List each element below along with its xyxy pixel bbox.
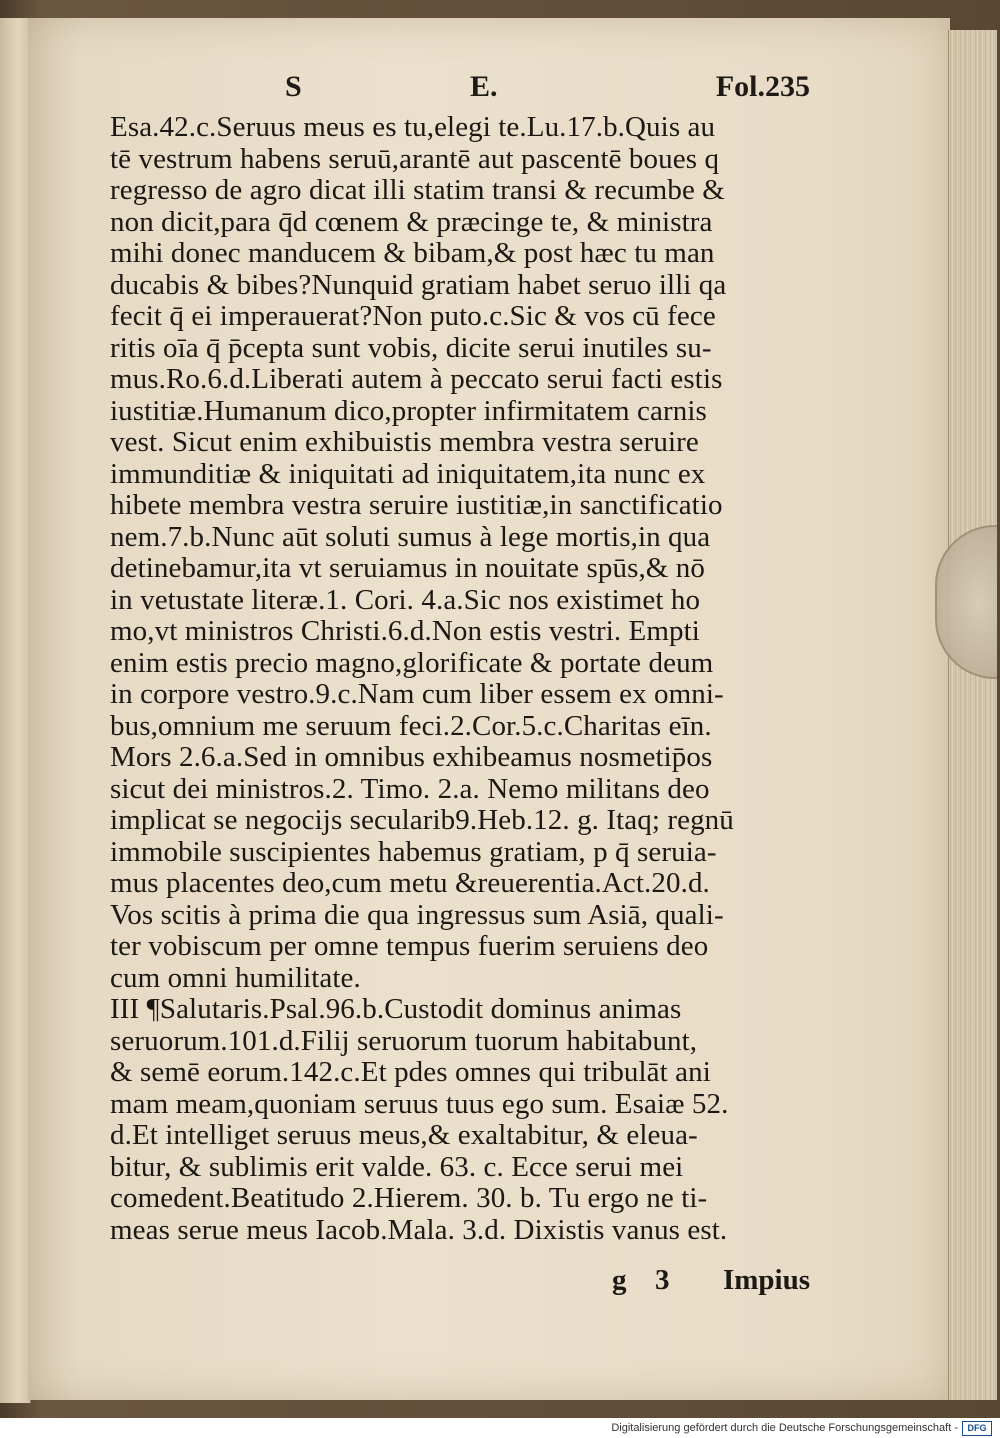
text-line: III ¶Salutaris.Psal.96.b.Custodit dominus animas bbox=[110, 993, 682, 1025]
text-line: implicat se negocijs secularib9.Heb.12. g. Itaq; regnū bbox=[110, 804, 734, 836]
text-line: sicut dei ministros.2. Timo. 2.a. Nemo militans deo bbox=[110, 772, 710, 805]
text-line: bitur, & sublimis erit valde. 63. c. Ecce serui mei bbox=[110, 1150, 684, 1183]
text-line: ter vobiscum per omne tempus fuerim seruiens deo bbox=[110, 930, 709, 962]
text-line: enim estis precio magno,glorificate & portate deum bbox=[110, 646, 714, 679]
text-line: Vos scitis à prima die qua ingressus sum Asiā, quali- bbox=[110, 898, 724, 931]
text-line: immunditiæ & iniquitati ad iniquitatem,ita nunc ex bbox=[110, 457, 706, 490]
header-signature-left: S bbox=[285, 70, 302, 103]
text-line: iustitiæ.Humanum dico,propter infirmitatem carnis bbox=[110, 394, 707, 427]
text-line: non dicit,para q̄d cœnem & præcinge te, & ministra bbox=[110, 205, 713, 238]
running-header bbox=[285, 70, 810, 110]
page-footer bbox=[600, 1264, 810, 1300]
text-line: hibete membra vestra seruire iustitiæ,in sanctificatio bbox=[110, 489, 723, 521]
text-line: Mors 2.6.a.Sed in omnibus exhibeamus nosmetip̄os bbox=[110, 741, 713, 773]
page-stack-edge bbox=[948, 30, 997, 1400]
text-line: ritis oīa q̄ p̄cepta sunt vobis, dicite serui inutiles su- bbox=[110, 331, 712, 364]
header-signature-mid: E. bbox=[470, 70, 498, 103]
facing-page-edge bbox=[0, 18, 31, 1403]
text-line: meas serue meus Iacob.Mala. 3.d. Dixistis vanus est. bbox=[110, 1213, 728, 1246]
text-line: mo,vt ministros Christi.6.d.Non estis vestri. Empti bbox=[110, 615, 700, 647]
text-line: Esa.42.c.Seruus meus es tu,elegi te.Lu.17.b.Quis au bbox=[110, 111, 716, 143]
text-line: in vetustate literæ.1. Cori. 4.a.Sic nos existimet ho bbox=[110, 583, 701, 616]
catchword: Impius bbox=[722, 1264, 810, 1296]
credit-bar bbox=[0, 1418, 1000, 1438]
text-line: tē vestrum habens seruū,arantē aut pascentē boues q bbox=[110, 142, 720, 175]
text-line: mus placentes deo,cum metu &reuerentia.Act.20.d. bbox=[110, 867, 710, 899]
text-line: detinebamur,ita vt seruiamus in nouitate spūs,& nō bbox=[110, 552, 706, 584]
text-line: cum omni humilitate. bbox=[110, 961, 361, 994]
dfg-logo: DFG bbox=[962, 1421, 992, 1436]
signature-mark: g bbox=[612, 1264, 627, 1296]
credit-text: Digitalisierung gefördert durch die Deutsche Forschungsgemeinschaft - bbox=[611, 1422, 958, 1434]
text-line: in corpore vestro.9.c.Nam cum liber essem ex omni- bbox=[110, 678, 724, 710]
text-line: fecit q̄ ei imperauerat?Non puto.c.Sic & vos cū fece bbox=[110, 300, 716, 332]
text-line: d.Et intelliget seruus meus,& exaltabitur, & eleua- bbox=[110, 1119, 698, 1151]
text-line: bus,omnium me seruum feci.2.Cor.5.c.Charitas eīn. bbox=[110, 709, 712, 742]
folio-number: Fol.235 bbox=[715, 70, 810, 103]
text-line: vest. Sicut enim exhibuistis membra vestra seruire bbox=[110, 426, 699, 458]
text-line: mus.Ro.6.d.Liberati autem à peccato serui facti estis bbox=[110, 363, 723, 395]
text-line: comedent.Beatitudo 2.Hierem. 30. b. Tu ergo ne ti- bbox=[110, 1182, 708, 1214]
text-line: regresso de agro dicat illi statim transi & recumbe & bbox=[110, 174, 725, 206]
text-line: nem.7.b.Nunc aūt soluti sumus à lege mortis,in qua bbox=[110, 520, 711, 553]
text-line: ducabis & bibes?Nunquid gratiam habet seruo illi qa bbox=[110, 268, 727, 301]
text-line: immobile suscipientes habemus gratiam, p q̄ seruia- bbox=[110, 835, 717, 868]
body-text bbox=[110, 112, 810, 1246]
text-line: mam meam,quoniam seruus tuus ego sum. Esaiæ 52. bbox=[110, 1087, 729, 1120]
signature-number: 3 bbox=[655, 1264, 670, 1296]
text-line: seruorum.101.d.Filij seruorum tuorum habitabunt, bbox=[110, 1024, 698, 1057]
text-line: & semē eorum.142.c.Et pdes omnes qui tribulāt ani bbox=[110, 1056, 711, 1088]
text-line: mihi donec manducem & bibam,& post hæc tu man bbox=[110, 237, 715, 269]
